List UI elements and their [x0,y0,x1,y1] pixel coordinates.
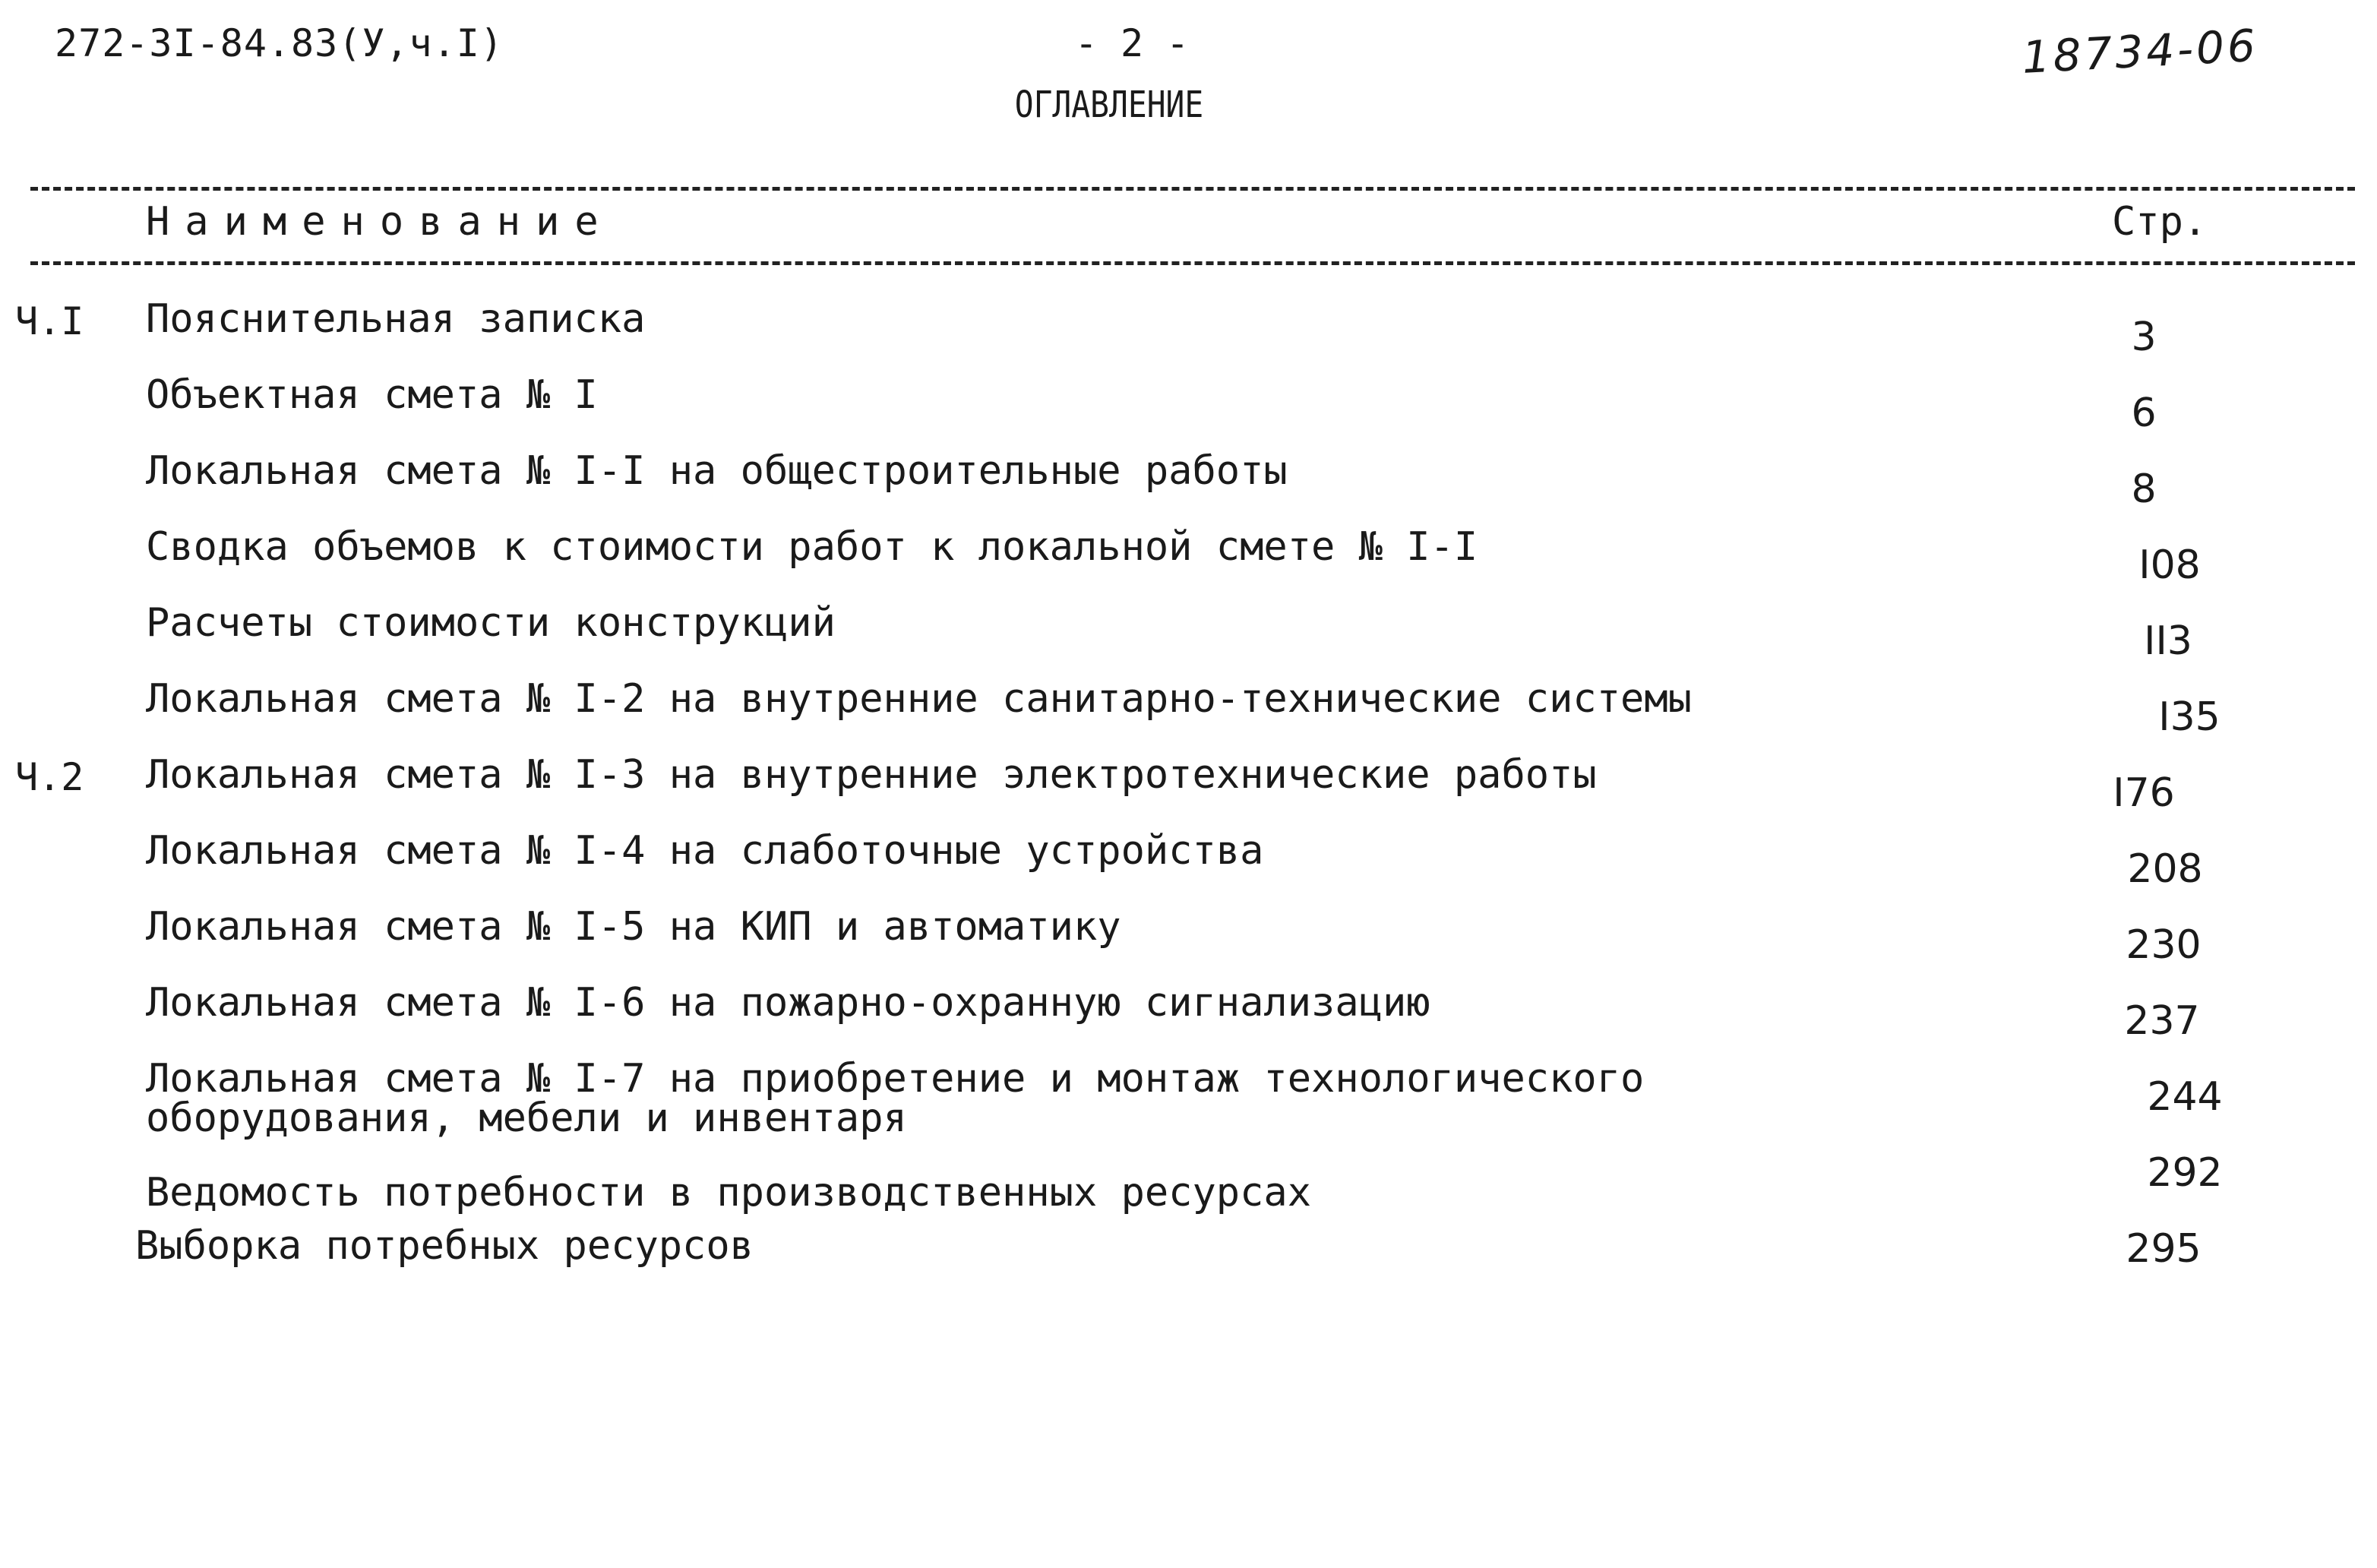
entry-title: Локальная смета № I-7 на приобретение и монтаж технологического оборудования, мебели и инвентаря [146,1056,1645,1141]
entry-title: Ведомость потребности в производственных ресурсах [146,1170,1312,1216]
entry-page: 244 [2147,1074,2223,1120]
entry-page: 295 [2126,1226,2202,1272]
entry-page: II3 [2144,618,2192,664]
handwritten-inventory-number: 18734-06 [2021,19,2260,84]
toc-entry [0,828,2377,907]
toc-entry [0,524,2377,603]
entry-title: Локальная смета № I-I на общестроительные работы [146,448,1288,494]
entry-page: I76 [2113,770,2175,816]
entry-page: 208 [2127,846,2203,892]
toc-entry [0,600,2377,679]
entry-title: Локальная смета № I-5 на КИП и автоматику [146,904,1121,950]
toc-entry [0,904,2377,983]
entry-page: I35 [2158,694,2221,740]
entry-page: I08 [2138,542,2201,588]
entry-page: 8 [2131,466,2157,512]
entry-title: Объектная смета № I [146,372,598,418]
page-title: ОГЛАВЛЕНИЕ [1014,84,1204,126]
entry-title: Локальная смета № I-2 на внутренние санитарно-технические системы [146,676,1692,722]
dashed-rule-bottom [30,261,2355,265]
part-label: Ч.I [15,299,84,343]
entry-title: Расчеты стоимости конструкций [146,600,836,646]
entry-page: 237 [2124,998,2200,1044]
column-header-page: Стр. [2112,199,2208,245]
entry-title: Выборка потребных ресурсов [135,1223,754,1269]
toc-entry [0,1223,2377,1302]
entry-title: Сводка объемов к стоимости работ к локальной смете № I-I [146,524,1478,570]
entry-page: 3 [2131,315,2157,360]
column-header-name: Наименование [146,199,614,245]
entry-title: Пояснительная записка [146,296,646,342]
toc-entry [0,296,2377,375]
entry-page: 230 [2126,922,2202,968]
toc-entry [0,752,2377,831]
part-label: Ч.2 [15,755,84,799]
page-number: - 2 - [1074,21,1190,65]
toc-entry [0,1056,2377,1150]
entry-title: Локальная смета № I-3 на внутренние электротехнические работы [146,752,1597,798]
document-code: 272-3I-84.83(У,ч.I) [55,21,504,65]
entry-page: 292 [2147,1150,2223,1196]
toc-entry [0,980,2377,1059]
toc-entry [0,676,2377,755]
entry-title: Локальная смета № I-4 на слаботочные устройства [146,828,1264,874]
entry-page: 6 [2131,390,2157,436]
dashed-rule-top [30,187,2355,191]
entry-title: Локальная смета № I-6 на пожарно-охранную сигнализацию [146,980,1430,1026]
toc-entry [0,372,2377,451]
toc-entry [0,448,2377,527]
